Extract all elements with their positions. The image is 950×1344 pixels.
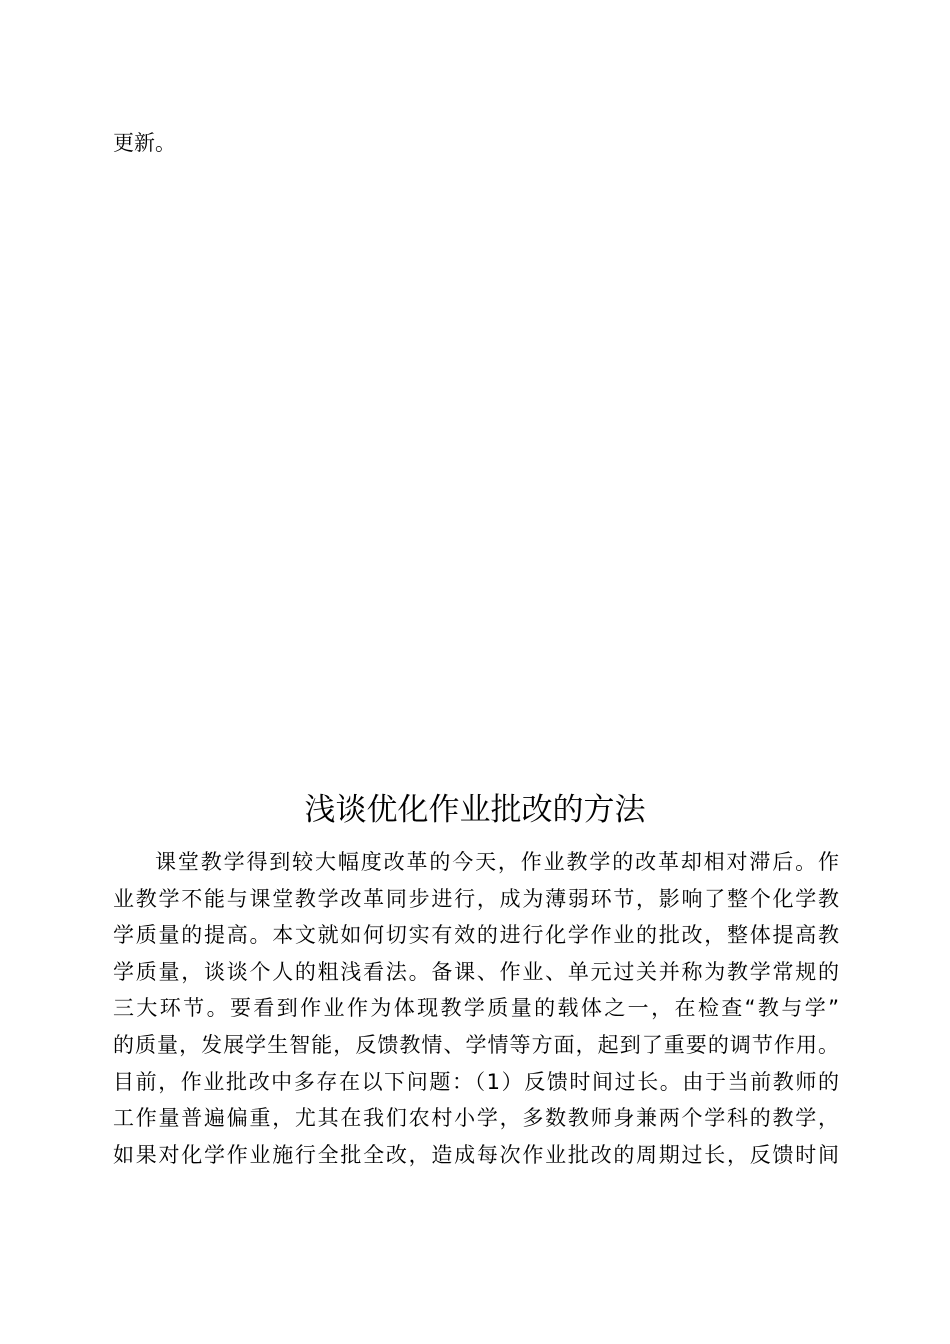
paragraph-line-4: 学质量，谈谈个人的粗浅看法。备课、作业、单元过关并称为教学常规的 [113,959,839,984]
paragraph-line-6: 的质量，发展学生智能，反馈教情、学情等方面，起到了重要的调节作用。 [113,1032,839,1057]
paragraph-line-2: 业教学不能与课堂教学改革同步进行，成为薄弱环节，影响了整个化学教 [113,886,839,911]
paragraph-line-7: 目前，作业批改中多存在以下问题：（1）反馈时间过长。由于当前教师的 [113,1069,839,1094]
article-title: 浅谈优化作业批改的方法 [304,792,646,828]
paragraph-line-1: 课堂教学得到较大幅度改革的今天，作业教学的改革却相对滞后。作 [155,850,839,874]
previous-page-tail-text: 更新。 [113,131,176,155]
paragraph-line-5: 三大环节。要看到作业作为体现教学质量的载体之一，在检查“教与学” [113,996,839,1021]
paragraph-line-8: 工作量普遍偏重，尤其在我们农村小学，多数教师身兼两个学科的教学， [113,1106,839,1131]
article-paragraph [113,844,839,1173]
paragraph-line-9: 如果对化学作业施行全批全改，造成每次作业批改的周期过长，反馈时间 [113,1142,839,1167]
paragraph-line-3: 学质量的提高。本文就如何切实有效的进行化学作业的批改，整体提高教 [113,923,839,948]
